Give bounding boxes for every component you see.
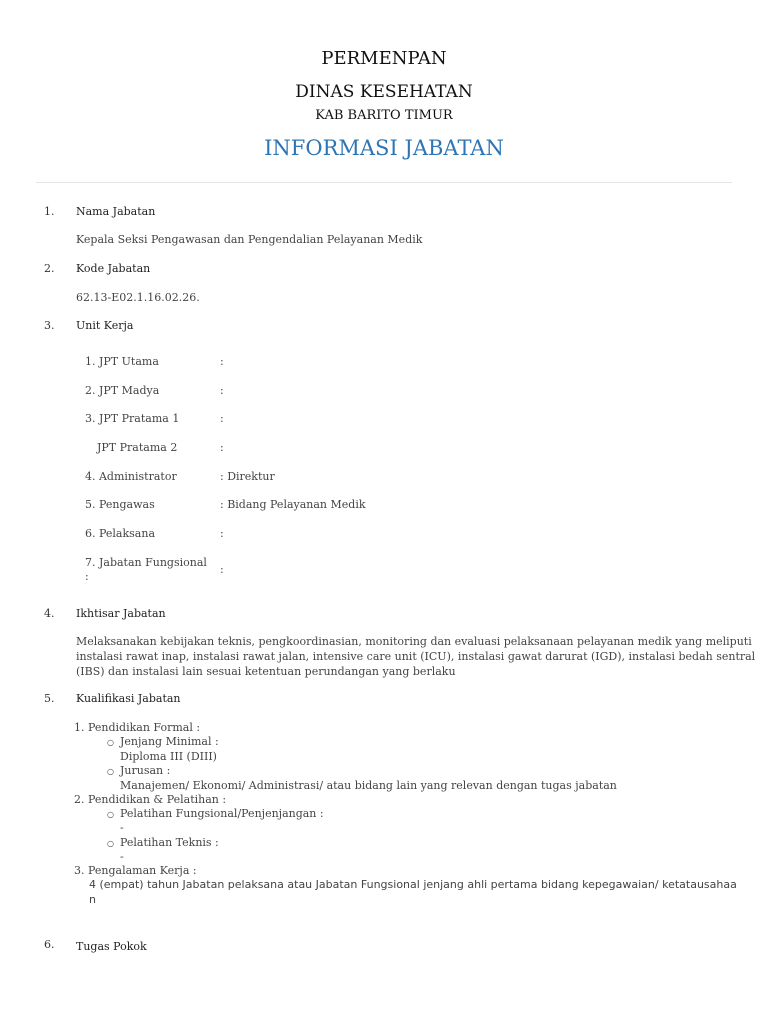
unit-kerja-label: 1. JPT Utama bbox=[85, 355, 159, 368]
unit-kerja-value: : bbox=[220, 384, 224, 397]
section-title-nama-jabatan: Nama Jabatan bbox=[76, 205, 156, 218]
unit-kerja-label: 3. JPT Pratama 1 bbox=[85, 412, 180, 425]
kualifikasi-item-value: n bbox=[89, 893, 96, 906]
section-title-ikhtisar-jabatan: Ikhtisar Jabatan bbox=[76, 607, 166, 620]
header-dinas: DINAS KESEHATAN bbox=[295, 82, 473, 102]
kualifikasi-item: 3. Pengalaman Kerja : bbox=[74, 864, 197, 877]
kualifikasi-subitem: Pelatihan Teknis : bbox=[120, 836, 219, 849]
section-number: 3. bbox=[44, 319, 55, 332]
section-title-tugas-pokok: Tugas Pokok bbox=[76, 940, 147, 953]
kualifikasi-subitem-value: Diploma III (DIII) bbox=[120, 750, 217, 763]
section-number: 5. bbox=[44, 692, 55, 705]
unit-kerja-value: : bbox=[220, 412, 224, 425]
circle-bullet-icon: ○ bbox=[107, 767, 114, 776]
section-number: 6. bbox=[44, 938, 55, 951]
section-number: 2. bbox=[44, 262, 55, 275]
unit-kerja-label: 7. Jabatan Fungsional bbox=[85, 556, 207, 569]
section-title-kode-jabatan: Kode Jabatan bbox=[76, 262, 151, 275]
ikhtisar-line: (IBS) dan instalasi lain sesuai ketentuan perundangan yang berlaku bbox=[76, 665, 456, 678]
section-title-unit-kerja: Unit Kerja bbox=[76, 319, 134, 332]
section-title-kualifikasi-jabatan: Kualifikasi Jabatan bbox=[76, 692, 181, 705]
unit-kerja-label: 5. Pengawas bbox=[85, 498, 155, 511]
nama-jabatan-value: Kepala Seksi Pengawasan dan Pengendalian Pelayanan Medik bbox=[76, 233, 423, 246]
kualifikasi-subitem: Jenjang Minimal : bbox=[120, 735, 219, 748]
unit-kerja-value: : bbox=[220, 563, 224, 576]
kualifikasi-subitem: Pelatihan Fungsional/Penjenjangan : bbox=[120, 807, 324, 820]
kualifikasi-item-value: 4 (empat) tahun Jabatan pelaksana atau Jabatan Fungsional jenjang ahli pertama bidang kepegawaian/ ketatausahaa bbox=[89, 878, 737, 891]
page-title: INFORMASI JABATAN bbox=[264, 136, 504, 160]
unit-kerja-label: JPT Pratama 2 bbox=[97, 441, 178, 454]
kualifikasi-subitem-value: - bbox=[120, 850, 124, 863]
unit-kerja-label: 4. Administrator bbox=[85, 470, 177, 483]
unit-kerja-value: : Direktur bbox=[220, 470, 275, 483]
kualifikasi-item: 1. Pendidikan Formal : bbox=[74, 721, 201, 734]
unit-kerja-label-continuation: : bbox=[85, 570, 89, 583]
circle-bullet-icon: ○ bbox=[107, 839, 114, 848]
unit-kerja-label: 6. Pelaksana bbox=[85, 527, 155, 540]
ikhtisar-line: instalasi rawat inap, instalasi rawat jalan, intensive care unit (ICU), instalasi gawat darurat (IGD), instalasi bedah sentral bbox=[76, 650, 756, 663]
section-number: 1. bbox=[44, 205, 55, 218]
header-kabupaten: KAB BARITO TIMUR bbox=[315, 108, 453, 123]
unit-kerja-value: : bbox=[220, 441, 224, 454]
circle-bullet-icon: ○ bbox=[107, 738, 114, 747]
kualifikasi-subitem-value: - bbox=[120, 821, 124, 834]
circle-bullet-icon: ○ bbox=[107, 810, 114, 819]
kualifikasi-subitem: Jurusan : bbox=[120, 764, 171, 777]
unit-kerja-label: 2. JPT Madya bbox=[85, 384, 160, 397]
header-permenpan: PERMENPAN bbox=[321, 48, 447, 69]
section-number: 4. bbox=[44, 607, 55, 620]
unit-kerja-value: : bbox=[220, 355, 224, 368]
unit-kerja-value: : Bidang Pelayanan Medik bbox=[220, 498, 366, 511]
unit-kerja-value: : bbox=[220, 527, 224, 540]
kualifikasi-item: 2. Pendidikan & Pelatihan : bbox=[74, 793, 227, 806]
kode-jabatan-value: 62.13-E02.1.16.02.26. bbox=[76, 291, 200, 304]
header-divider bbox=[36, 182, 732, 183]
ikhtisar-line: Melaksanakan kebijakan teknis, pengkoordinasian, monitoring dan evaluasi pelaksanaan pelayanan medik yang meliputi bbox=[76, 635, 752, 648]
kualifikasi-subitem-value: Manajemen/ Ekonomi/ Administrasi/ atau bidang lain yang relevan dengan tugas jabatan bbox=[120, 779, 617, 792]
